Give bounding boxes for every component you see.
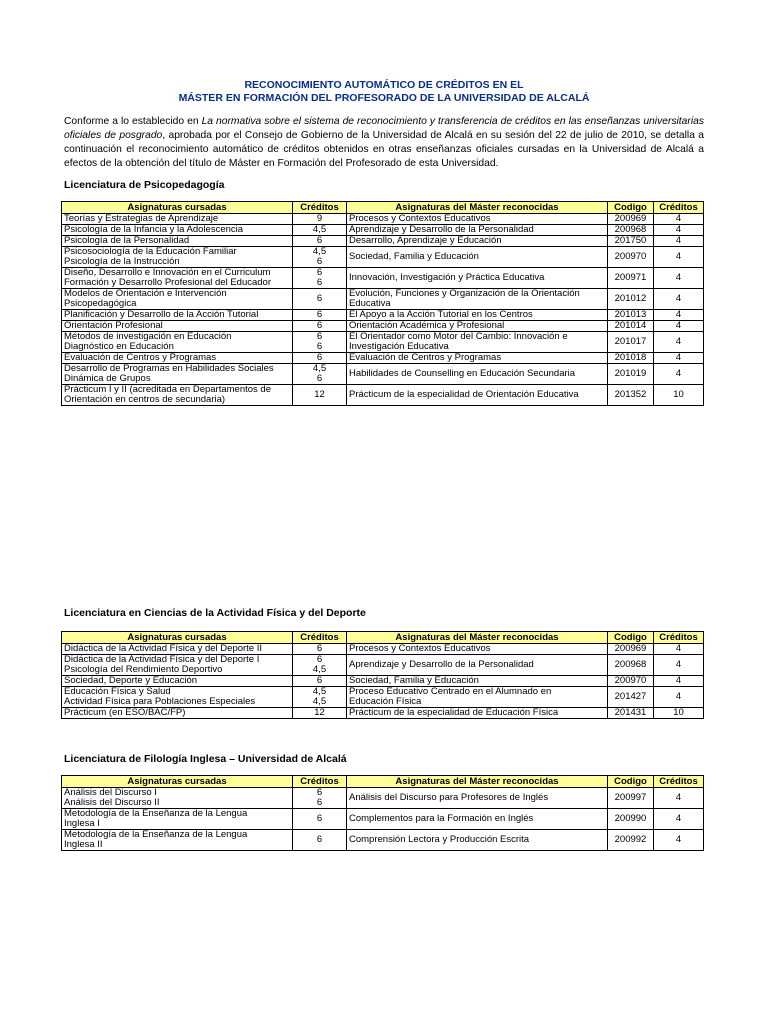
cell-codigo: 200970 [608,676,654,687]
table-row [62,289,704,310]
asignatura-cursada-line: Orientación Profesional [64,320,163,331]
creditos-value: 6 [316,267,323,278]
table-row [62,310,704,321]
asignatura-cursada-line: Orientación en centros de secundaria) [64,394,226,405]
asignatura-cursada-line: Dinámica de Grupos [64,373,151,384]
table-header-row [62,202,704,214]
asignatura-master-line: Educación Física [349,696,422,707]
table-row [62,644,704,655]
creditos-value: 6 [316,293,323,304]
header-creditos-master: Créditos [654,776,704,788]
header-creditos-master: Créditos [654,202,704,214]
asignatura-master-line: Prácticum de la especialidad de Orientación Educativa [349,389,579,400]
cell-asignatura-cursada [62,687,293,708]
cell-asignatura-master [347,687,608,708]
asignatura-master-line: El Orientador como Motor del Cambio: Innovación e [349,331,568,342]
intro-paragraph [64,115,704,171]
cell-creditos [293,321,347,332]
creditos-value: 6 [316,352,323,363]
asignatura-master-line: Análisis del Discurso para Profesores de Inglés [349,792,549,803]
cell-codigo: 201017 [608,332,654,353]
asignatura-cursada-line: Formación y Desarrollo Profesional del Educador [64,277,271,288]
cell-asignatura-cursada [62,236,293,247]
creditos-value: 4,5 [312,664,327,675]
creditos-value: 6 [316,797,323,808]
cell-codigo: 201431 [608,708,654,719]
asignatura-master-line: Aprendizaje y Desarrollo de la Personalidad [349,659,534,670]
cell-creditos-master: 10 [654,708,704,719]
cell-creditos [293,385,347,406]
cell-asignatura-master [347,655,608,676]
section-title-actividad-fisica: Licenciatura en Ciencias de la Actividad Física y del Deporte [64,607,366,619]
cell-asignatura-cursada [62,310,293,321]
cell-creditos [293,214,347,225]
table-row [62,809,704,830]
table-row [62,830,704,851]
asignatura-cursada-line: Teorías y Estrategias de Aprendizaje [64,213,219,224]
cell-creditos [293,353,347,364]
creditos-value: 4,5 [312,696,327,707]
cell-codigo: 200970 [608,247,654,268]
creditos-value: 6 [316,675,323,686]
credits-table-filologia-inglesa [61,775,704,851]
cell-creditos-master: 4 [654,225,704,236]
cell-asignatura-cursada [62,809,293,830]
cell-creditos-master: 4 [654,364,704,385]
creditos-value: 6 [316,277,323,288]
asignatura-master-line: Comprensión Lectora y Producción Escrita [349,834,530,845]
cell-codigo: 200971 [608,268,654,289]
asignatura-master-line: Aprendizaje y Desarrollo de la Personalidad [349,224,534,235]
table-header-row [62,632,704,644]
cell-asignatura-cursada [62,214,293,225]
asignatura-cursada-line: Metodología de la Enseñanza de la Lengua [64,829,248,840]
asignatura-master-line: Investigación Educativa [349,341,449,352]
table-row [62,385,704,406]
cell-asignatura-master [347,247,608,268]
cell-creditos [293,268,347,289]
cell-codigo: 201014 [608,321,654,332]
cell-asignatura-master [347,332,608,353]
cell-asignatura-master [347,353,608,364]
creditos-value: 6 [316,341,323,352]
cell-asignatura-master [347,321,608,332]
asignatura-master-line: Desarrollo, Aprendizaje y Educación [349,235,502,246]
asignatura-cursada-line: Psicosociología de la Educación Familiar [64,246,237,257]
cell-creditos [293,676,347,687]
cell-asignatura-master [347,644,608,655]
asignatura-cursada-line: Desarrollo de Programas en Habilidades Sociales [64,363,274,374]
intro-text-start: Conforme a lo establecido en [64,116,202,127]
cell-creditos [293,332,347,353]
cell-codigo: 200992 [608,830,654,851]
table-row [62,364,704,385]
document-title-line-2: MÁSTER EN FORMACIÓN DEL PROFESORADO DE LA UNIVERSIDAD DE ALCALÁ [178,92,590,104]
asignatura-master-line: Habilidades de Counselling en Educación Secundaria [349,368,576,379]
cell-asignatura-cursada [62,321,293,332]
header-codigo: Codigo [608,202,654,214]
header-asignaturas-master: Asignaturas del Máster reconocidas [347,632,608,644]
creditos-value: 6 [316,235,323,246]
cell-codigo: 201012 [608,289,654,310]
cell-codigo: 200969 [608,644,654,655]
asignatura-cursada-line: Didáctica de la Actividad Física y del Deporte I [64,654,260,665]
cell-codigo: 201750 [608,236,654,247]
asignatura-master-line: Evaluación de Centros y Programas [349,352,502,363]
asignatura-cursada-line: Métodos de investigación en Educación [64,331,232,342]
asignatura-cursada-line: Planificación y Desarrollo de la Acción Tutorial [64,309,259,320]
cell-asignatura-master [347,236,608,247]
asignatura-cursada-line: Psicopedagógica [64,298,137,309]
cell-codigo: 201352 [608,385,654,406]
cell-asignatura-master [347,225,608,236]
asignatura-cursada-line: Análisis del Discurso I [64,787,157,798]
cell-creditos [293,687,347,708]
creditos-value: 12 [314,389,325,400]
cell-asignatura-master [347,364,608,385]
cell-codigo: 201019 [608,364,654,385]
table-row [62,236,704,247]
cell-asignatura-master [347,809,608,830]
cell-asignatura-cursada [62,289,293,310]
header-asignaturas-cursadas: Asignaturas cursadas [62,776,293,788]
header-creditos: Créditos [293,776,347,788]
cell-creditos [293,225,347,236]
cell-asignatura-master [347,268,608,289]
header-asignaturas-cursadas: Asignaturas cursadas [62,202,293,214]
table-row [62,225,704,236]
cell-codigo: 200990 [608,809,654,830]
cell-creditos [293,289,347,310]
cell-creditos [293,708,347,719]
cell-asignatura-cursada [62,385,293,406]
table-row [62,332,704,353]
table-row [62,788,704,809]
intro-normative-title: La normativa sobre el sistema de reconocimiento y transferencia de créditos en las enseñanzas universitarias oficiales de posgrado [64,116,704,141]
asignatura-cursada-line: Educación Física y Salud [64,686,171,697]
cell-codigo: 201427 [608,687,654,708]
header-creditos-master: Créditos [654,632,704,644]
intro-text-end: , aprobada por el Consejo de Gobierno de la Universidad de Alcalá en su sesión del 22 de julio de 2010, se detalla a continuación el reconocimiento automático de créditos obtenidos en otras enseñanzas oficiales cursadas en la Universidad de Alcalá a efectos de la obtención del título de Máster en Formación del Profesorado de esta Universidad. [64,130,704,169]
table-row [62,268,704,289]
asignatura-master-line: Educativa [349,298,391,309]
cell-creditos [293,310,347,321]
creditos-value: 6 [316,320,323,331]
cell-creditos [293,655,347,676]
cell-creditos [293,788,347,809]
asignatura-master-line: Procesos y Contextos Educativos [349,213,491,224]
creditos-value: 9 [316,213,323,224]
header-codigo: Codigo [608,632,654,644]
asignatura-cursada-line: Psicología de la Instrucción [64,256,180,267]
table-row [62,687,704,708]
asignatura-cursada-line: Actividad Física para Poblaciones Especiales [64,696,256,707]
cell-creditos-master: 4 [654,214,704,225]
asignatura-cursada-line: Inglesa I [64,818,100,829]
cell-codigo: 200969 [608,214,654,225]
cell-asignatura-master [347,385,608,406]
cell-asignatura-master [347,676,608,687]
cell-creditos-master: 4 [654,289,704,310]
creditos-value: 6 [316,643,323,654]
cell-codigo: 201013 [608,310,654,321]
asignatura-cursada-line: Modelos de Orientación e Intervención [64,288,227,299]
creditos-value: 6 [316,787,323,798]
asignatura-master-line: Sociedad, Familia y Educación [349,251,479,262]
cell-creditos-master: 10 [654,385,704,406]
table-row [62,655,704,676]
asignatura-cursada-line: Psicología de la Personalidad [64,235,190,246]
creditos-value: 6 [316,834,323,845]
creditos-value: 4,5 [312,246,327,257]
cell-asignatura-master [347,289,608,310]
asignatura-master-line: Orientación Académica y Profesional [349,320,505,331]
table-row [62,321,704,332]
cell-asignatura-cursada [62,788,293,809]
cell-creditos [293,364,347,385]
asignatura-cursada-line: Evaluación de Centros y Programas [64,352,217,363]
asignatura-cursada-line: Sociedad, Deporte y Educación [64,675,198,686]
table-row [62,353,704,364]
cell-asignatura-cursada [62,676,293,687]
cell-asignatura-master [347,214,608,225]
cell-creditos [293,809,347,830]
asignatura-master-line: Prácticum de la especialidad de Educación Física [349,707,559,718]
cell-creditos-master: 4 [654,830,704,851]
cell-creditos-master: 4 [654,236,704,247]
asignatura-cursada-line: Psicología de la Infancia y la Adolescencia [64,224,244,235]
asignatura-master-line: Complementos para la Formación en Inglés [349,813,534,824]
cell-creditos-master: 4 [654,655,704,676]
cell-creditos-master: 4 [654,809,704,830]
section-title-psicopedagogia: Licenciatura de Psicopedagogía [64,179,225,191]
cell-asignatura-cursada [62,708,293,719]
creditos-value: 6 [316,813,323,824]
header-asignaturas-cursadas: Asignaturas cursadas [62,632,293,644]
credits-table-actividad-fisica [61,631,704,719]
table-row [62,708,704,719]
cell-asignatura-master [347,708,608,719]
cell-codigo: 200997 [608,788,654,809]
asignatura-cursada-line: Didáctica de la Actividad Física y del Deporte II [64,643,263,654]
asignatura-cursada-line: Prácticum I y II (acreditada en Departamentos de [64,384,271,395]
cell-creditos-master: 4 [654,676,704,687]
asignatura-cursada-line: Psicología del Rendimiento Deportivo [64,664,223,675]
table-header-row [62,776,704,788]
asignatura-cursada-line: Diagnóstico en Educación [64,341,174,352]
asignatura-master-line: Innovación, Investigación y Práctica Educativa [349,272,545,283]
creditos-value: 6 [316,256,323,267]
cell-creditos-master: 4 [654,321,704,332]
cell-asignatura-cursada [62,644,293,655]
section-title-filologia-inglesa: Licenciatura de Filología Inglesa – Universidad de Alcalá [64,753,347,765]
creditos-value: 6 [316,654,323,665]
cell-codigo: 201018 [608,353,654,364]
cell-asignatura-master [347,310,608,321]
asignatura-cursada-line: Inglesa II [64,839,103,850]
asignatura-master-line: El Apoyo a la Acción Tutorial en los Centros [349,309,533,320]
cell-codigo: 200968 [608,655,654,676]
cell-creditos-master: 4 [654,644,704,655]
asignatura-master-line: Evolución, Funciones y Organización de la Orientación [349,288,580,299]
cell-creditos-master: 4 [654,247,704,268]
asignatura-cursada-line: Metodología de la Enseñanza de la Lengua [64,808,248,819]
asignatura-cursada-line: Prácticum (en ESO/BAC/FP) [64,707,186,718]
cell-creditos-master: 4 [654,310,704,321]
cell-asignatura-cursada [62,268,293,289]
header-asignaturas-master: Asignaturas del Máster reconocidas [347,776,608,788]
cell-creditos-master: 4 [654,353,704,364]
creditos-value: 12 [314,707,325,718]
cell-asignatura-master [347,830,608,851]
cell-asignatura-master [347,788,608,809]
cell-creditos-master: 4 [654,332,704,353]
cell-asignatura-cursada [62,353,293,364]
header-codigo: Codigo [608,776,654,788]
cell-asignatura-cursada [62,332,293,353]
creditos-value: 4,5 [312,363,327,374]
credits-table-psicopedagogia [61,201,704,406]
asignatura-cursada-line: Diseño, Desarrollo e Innovación en el Curriculum [64,267,271,278]
table-row [62,676,704,687]
cell-creditos [293,236,347,247]
asignatura-master-line: Proceso Educativo Centrado en el Alumnado en [349,686,552,697]
creditos-value: 6 [316,331,323,342]
header-creditos: Créditos [293,632,347,644]
cell-creditos [293,644,347,655]
cell-asignatura-cursada [62,655,293,676]
cell-creditos [293,830,347,851]
cell-creditos [293,247,347,268]
creditos-value: 4,5 [312,686,327,697]
cell-creditos-master: 4 [654,268,704,289]
cell-asignatura-cursada [62,225,293,236]
cell-codigo: 200968 [608,225,654,236]
cell-asignatura-cursada [62,247,293,268]
header-asignaturas-master: Asignaturas del Máster reconocidas [347,202,608,214]
asignatura-master-line: Procesos y Contextos Educativos [349,643,491,654]
cell-creditos-master: 4 [654,687,704,708]
cell-creditos-master: 4 [654,788,704,809]
table-row [62,214,704,225]
cell-asignatura-cursada [62,364,293,385]
table-row [62,247,704,268]
asignatura-cursada-line: Análisis del Discurso II [64,797,160,808]
document-title-line-1: RECONOCIMIENTO AUTOMÁTICO DE CRÉDITOS EN EL [244,79,524,91]
creditos-value: 6 [316,373,323,384]
creditos-value: 6 [316,309,323,320]
creditos-value: 4,5 [312,224,327,235]
cell-asignatura-cursada [62,830,293,851]
asignatura-master-line: Sociedad, Familia y Educación [349,675,479,686]
header-creditos: Créditos [293,202,347,214]
